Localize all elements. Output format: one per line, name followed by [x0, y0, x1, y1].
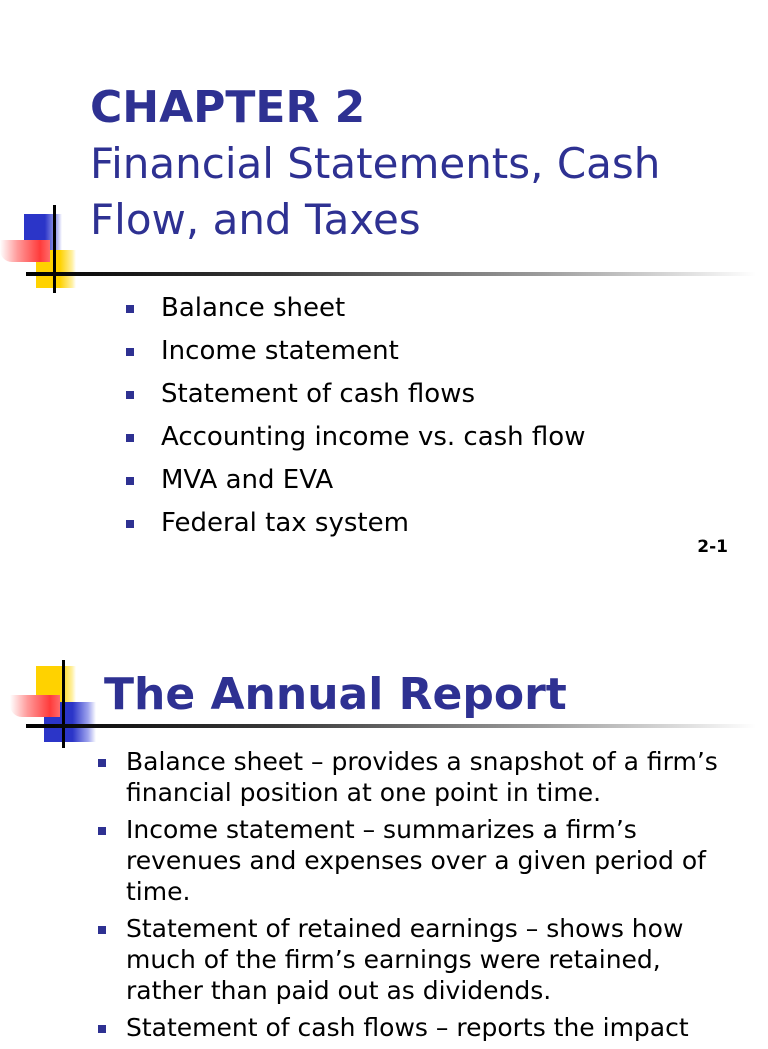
slide-number: 2-1	[697, 537, 728, 557]
bullet-square-icon	[98, 1025, 106, 1033]
corner-accent-decoration	[0, 0, 100, 300]
corner-accent-decoration	[0, 640, 110, 760]
list-item	[98, 913, 738, 1006]
bullet-square-icon	[98, 759, 106, 767]
bullet-square-icon	[126, 434, 134, 442]
accent-red-bar	[0, 240, 50, 262]
bullet-square-icon	[98, 926, 106, 934]
list-item	[126, 502, 585, 545]
bullet-square-icon	[98, 827, 106, 835]
list-item-text: MVA and EVA	[161, 465, 334, 495]
bullet-square-icon	[126, 305, 134, 313]
list-item-text: Accounting income vs. cash flow	[161, 422, 586, 452]
list-item	[98, 814, 738, 907]
list-item-text: Statement of cash flows	[161, 379, 476, 409]
list-item-text: Federal tax system	[161, 508, 409, 538]
list-item-text: Income statement – summarizes a firm’s revenues and expenses over a given period of time.	[126, 815, 706, 906]
list-item-text: Statement of retained earnings – shows how much of the firm’s earnings were retained, rather than paid out as dividends.	[126, 914, 684, 1005]
chapter-topics-list	[126, 287, 585, 545]
accent-vertical-line	[53, 205, 56, 293]
title-underline-rule	[26, 724, 756, 728]
accent-vertical-line	[62, 660, 65, 748]
chapter-title-line-2: Flow, and Taxes	[90, 195, 421, 244]
list-item	[98, 1012, 738, 1043]
list-item	[126, 416, 585, 459]
list-item	[126, 330, 585, 373]
title-underline-rule	[26, 272, 756, 276]
list-item-text: Statement of cash flows – reports the impact	[126, 1013, 689, 1042]
list-item	[126, 287, 585, 330]
annual-report-list	[98, 746, 738, 1049]
bullet-square-icon	[126, 348, 134, 356]
list-item-text: Balance sheet	[161, 293, 346, 323]
accent-red-bar	[10, 695, 60, 717]
list-item	[126, 459, 585, 502]
list-item-text: Balance sheet – provides a snapshot of a firm’s financial position at one point in time.	[126, 747, 718, 807]
bullet-square-icon	[126, 520, 134, 528]
list-item	[126, 373, 585, 416]
bullet-square-icon	[126, 391, 134, 399]
chapter-title-line-1: Financial Statements, Cash	[90, 139, 661, 188]
bullet-square-icon	[126, 477, 134, 485]
chapter-label: CHAPTER 2	[90, 82, 366, 133]
chapter-title	[90, 136, 750, 248]
list-item	[98, 746, 738, 808]
list-item-text: Income statement	[161, 336, 399, 366]
slide-title: The Annual Report	[104, 669, 567, 720]
